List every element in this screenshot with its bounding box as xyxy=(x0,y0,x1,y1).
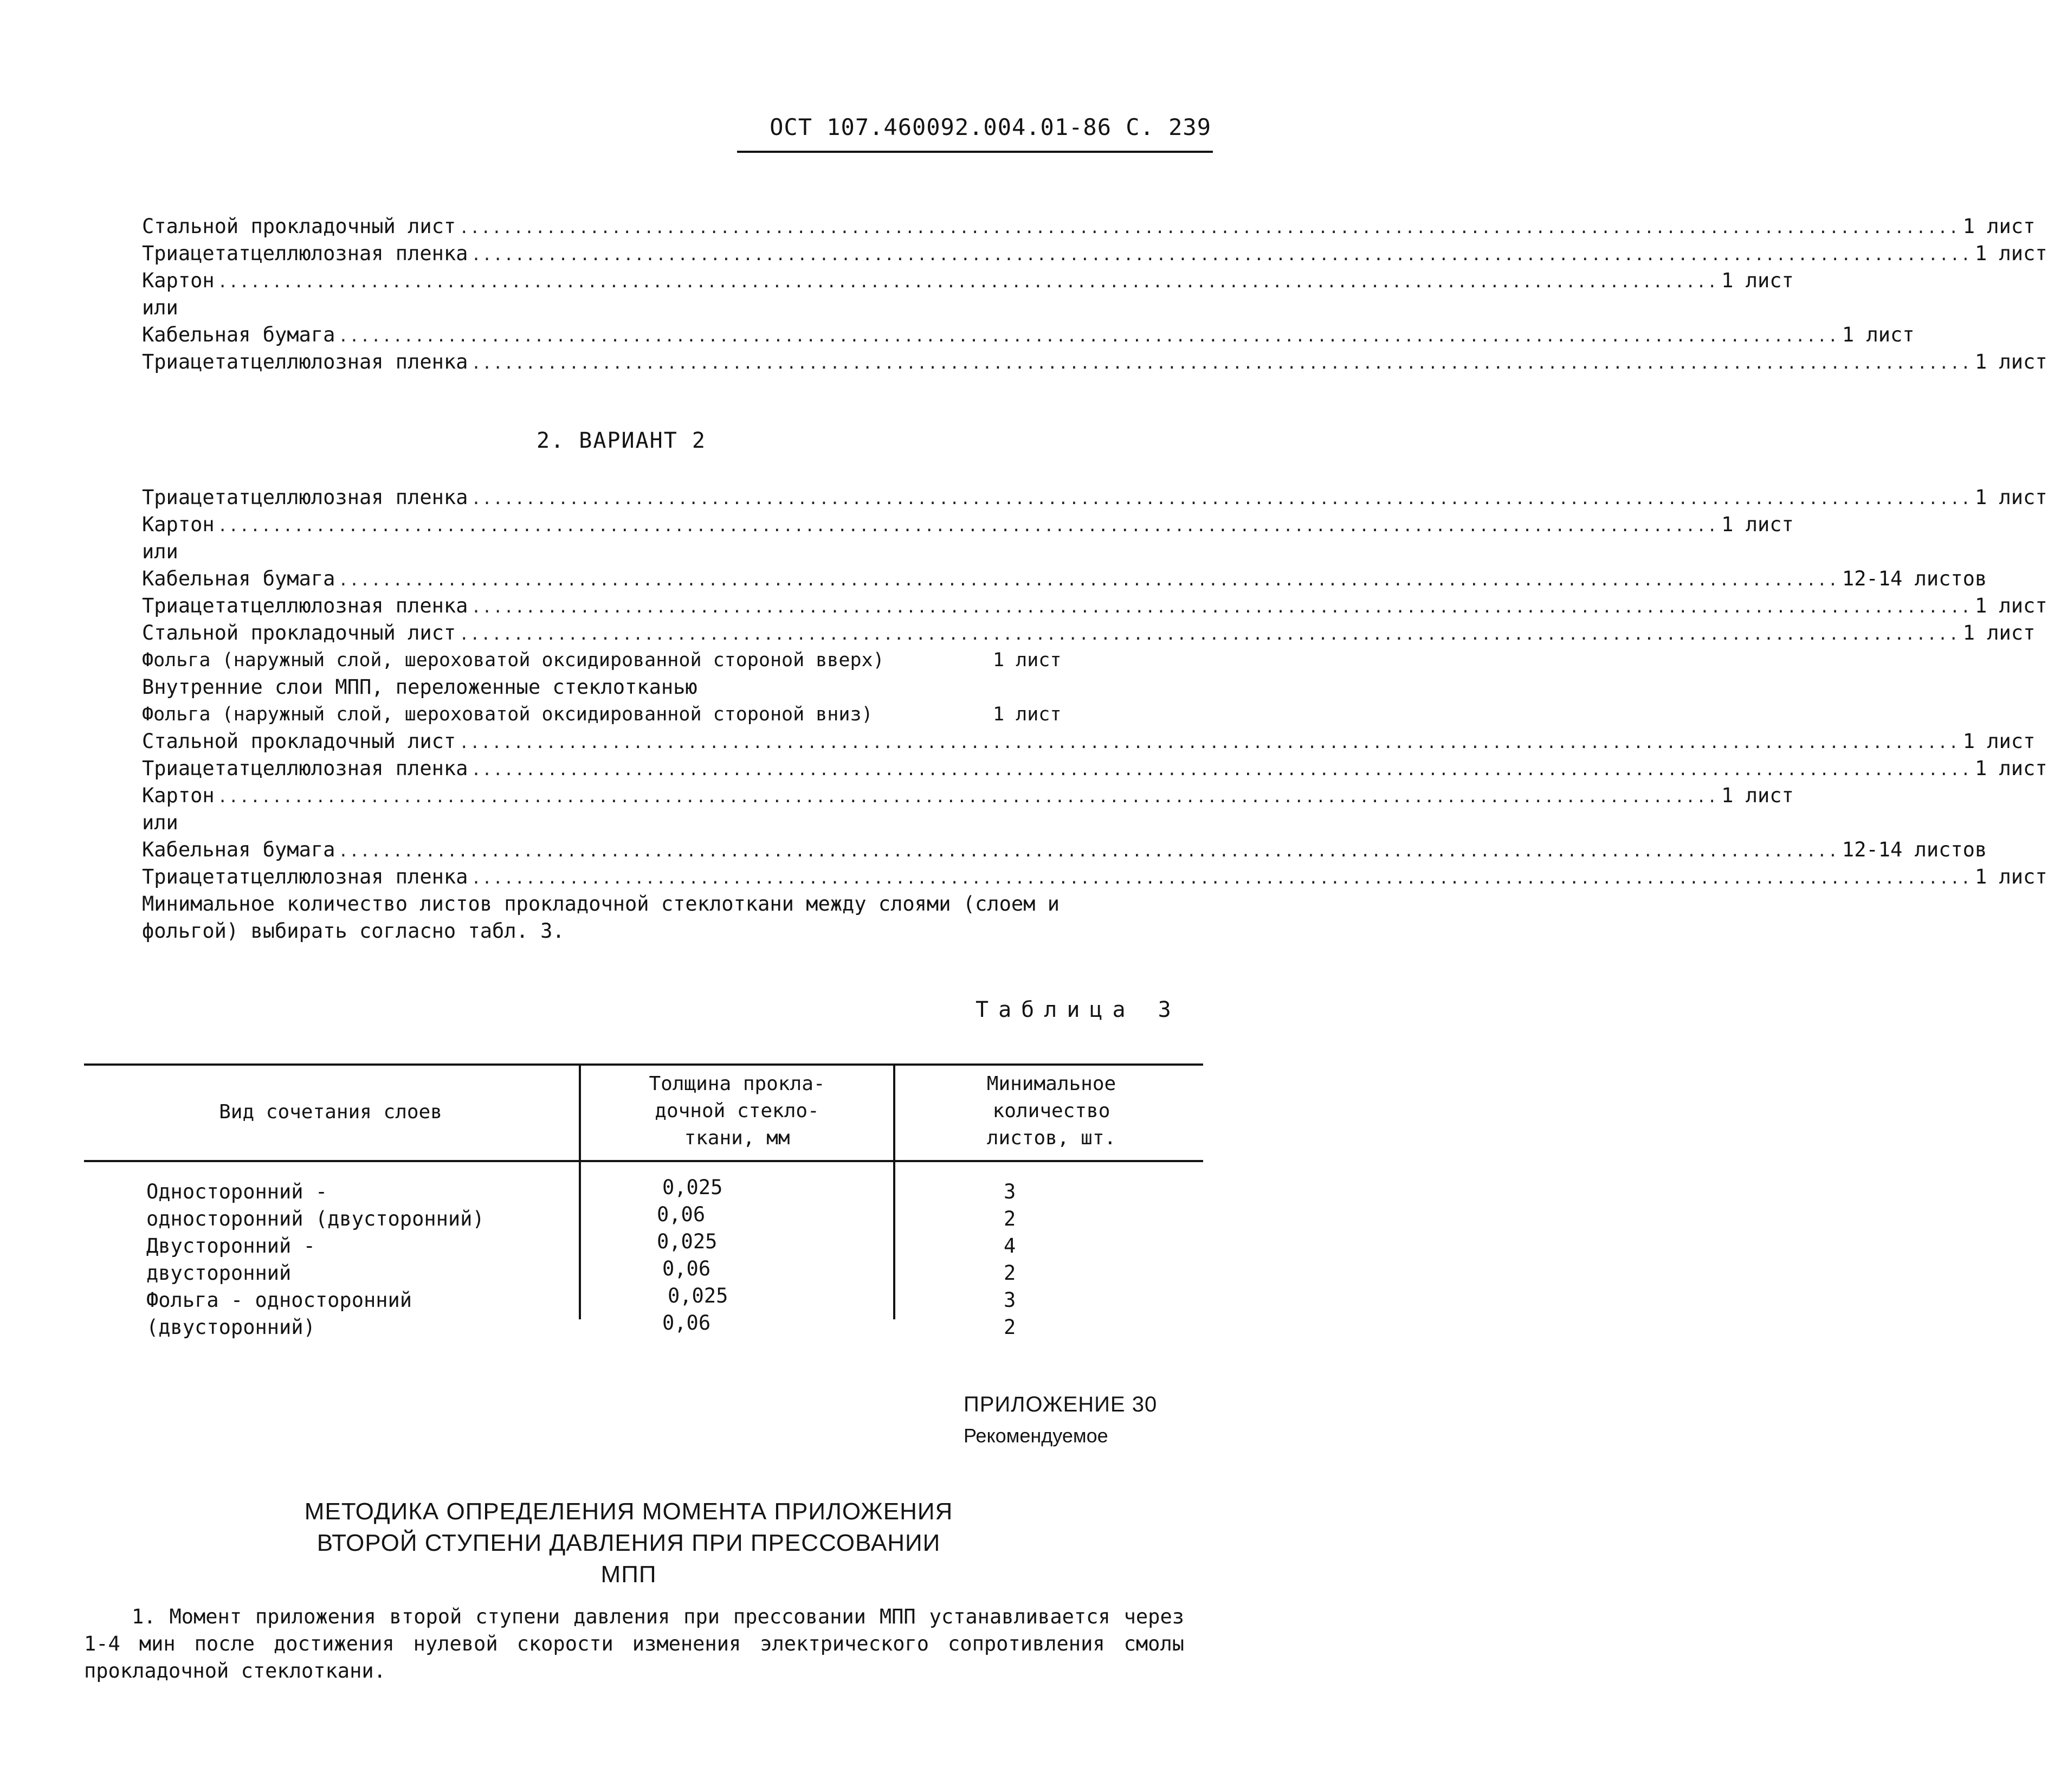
table-cell-kind: Фольга - односторонний xyxy=(146,1288,412,1312)
list-item: Триацетатцеллюлозная пленка .......................................................................................................................................... 1 лист xyxy=(142,865,2047,888)
list-item: Фольга (наружный слой, шероховатой оксидированной стороной вниз) 1 лист xyxy=(142,704,1062,725)
list-item: Кабельная бумага .......................................................................................................................................... 12-14 листов xyxy=(142,838,1987,861)
table-cell-thickness: 0,025 xyxy=(657,1230,718,1253)
materials-list-1 xyxy=(142,213,2047,376)
list-item: Стальной прокладочный лист .......................................................................................................................................... 1 лист xyxy=(142,621,2036,644)
note-line-1: Минимальное количество листов прокладочной стеклоткани между слоями (слоем и xyxy=(142,892,1060,916)
table-column-divider xyxy=(579,1063,581,1319)
table-header-rule xyxy=(84,1160,1203,1162)
list-item: Кабельная бумага .......................................................................................................................................... 1 лист xyxy=(142,323,1915,346)
table-cell-thickness: 0,06 xyxy=(662,1257,711,1280)
method-title: МЕТОДИКА ОПРЕДЕЛЕНИЯ МОМЕНТА ПРИЛОЖЕНИЯ ВТОРОЙ СТУПЕНИ ДАВЛЕНИЯ ПРИ ПРЕССОВАНИИ МПП xyxy=(304,1498,953,1588)
appendix-number: ПРИЛОЖЕНИЕ 30 xyxy=(964,1393,1158,1416)
table-cell-thickness: 0,025 xyxy=(662,1176,723,1199)
header-rule xyxy=(737,151,1213,153)
table-cell-count: 2 xyxy=(1004,1207,1016,1230)
note-line-2: фольгой) выбирать согласно табл. 3. xyxy=(142,919,565,943)
table-column-divider xyxy=(893,1063,895,1319)
table-title: Таблица 3 xyxy=(976,997,1181,1022)
table-cell-count: 3 xyxy=(1004,1180,1016,1203)
list-item: Стальной прокладочный лист .......................................................................................................................................... 1 лист xyxy=(142,215,2036,238)
table-cell-count: 4 xyxy=(1004,1234,1016,1258)
table-cell-thickness: 0,06 xyxy=(657,1203,706,1226)
appendix-status: Рекомендуемое xyxy=(964,1424,1108,1447)
table-cell-kind: односторонний (двусторонний) xyxy=(146,1207,485,1230)
table-cell-thickness: 0,025 xyxy=(668,1284,728,1307)
list-item: Триацетатцеллюлозная пленка .......................................................................................................................................... 1 лист xyxy=(142,350,2047,373)
list-item: Триацетатцеллюлозная пленка .......................................................................................................................................... 1 лист xyxy=(142,594,2047,617)
table-cell-count: 3 xyxy=(1004,1288,1016,1312)
table-header-thickness: Толщина прокла- дочной стекло- ткани, мм xyxy=(649,1073,825,1149)
list-item: Триацетатцеллюлозная пленка .......................................................................................................................................... 1 лист xyxy=(142,242,2047,265)
table-header-count: Минимальное количество листов, шт. xyxy=(986,1073,1116,1149)
section-title: 2. ВАРИАНТ 2 xyxy=(537,428,706,453)
appendix-label xyxy=(964,1389,1157,1452)
list-item-or: или xyxy=(142,296,178,319)
table-cell-kind: (двусторонний) xyxy=(146,1316,315,1339)
table-cell-count: 2 xyxy=(1004,1316,1016,1339)
list-item: Картон .......................................................................................................................................... 1 лист xyxy=(142,269,1794,292)
list-item: Стальной прокладочный лист .......................................................................................................................................... 1 лист xyxy=(142,730,2036,753)
list-item: Фольга (наружный слой, шероховатой оксидированной стороной вверх) 1 лист xyxy=(142,649,1062,671)
table-cell-kind: Двусторонний - xyxy=(146,1234,315,1258)
table-cell-count: 2 xyxy=(1004,1261,1016,1285)
list-item-or: или xyxy=(142,540,178,563)
table-top-rule xyxy=(84,1063,1203,1066)
list-item: Картон .......................................................................................................................................... 1 лист xyxy=(142,784,1794,807)
list-item-or: или xyxy=(142,811,178,834)
list-item: Кабельная бумага .......................................................................................................................................... 12-14 листов xyxy=(142,567,1987,590)
list-item: Триацетатцеллюлозная пленка .......................................................................................................................................... 1 лист xyxy=(142,757,2047,780)
materials-list-2 xyxy=(142,484,2047,945)
document-header: ОСТ 107.460092.004.01-86 С. 239 xyxy=(770,114,1211,140)
table-header-kind: Вид сочетания слоев xyxy=(219,1101,442,1123)
table-cell-thickness: 0,06 xyxy=(662,1311,711,1335)
table-cell-kind: двусторонний xyxy=(146,1261,292,1285)
table-cell-kind: Односторонний - xyxy=(146,1180,328,1203)
list-item: Триацетатцеллюлозная пленка .......................................................................................................................................... 1 лист xyxy=(142,486,2047,509)
list-item-inner-layers: Внутренние слои МПП, переложенные стеклотканью xyxy=(142,675,697,699)
list-item: Картон .......................................................................................................................................... 1 лист xyxy=(142,513,1794,536)
method-paragraph: 1. Момент приложения второй ступени давления при прессовании МПП устанавливается через 1-4 мин после достижения нулевой скорости изменения электрического сопротивления смолы прокладочной стеклоткани. xyxy=(84,1605,1184,1683)
